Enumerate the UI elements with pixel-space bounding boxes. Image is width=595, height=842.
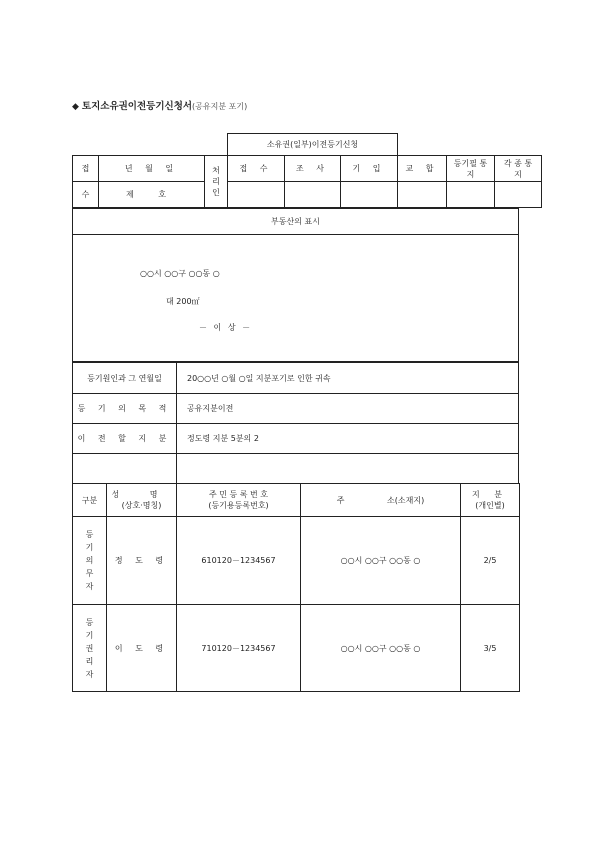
party-share-obligee: 3/5 [461, 605, 520, 692]
receipt-char-1: 접 [73, 156, 99, 182]
cell-receipt-blank[interactable] [228, 182, 285, 208]
property-body [72, 235, 519, 362]
property-area: 대 200㎡ [166, 297, 200, 306]
receipt-char-2: 수 [73, 182, 99, 208]
col-inspection: 조 사 [285, 156, 341, 182]
col-various-notice [495, 156, 542, 182]
property-address: ○○시 ○○구 ○○동 ○ [140, 269, 220, 278]
party-name-obligee: 이 도 령 [107, 605, 177, 692]
party-role-obligor-text: 등기의무자 [85, 530, 94, 591]
application-type: 소유권(일부)이전등기신청 [228, 134, 398, 156]
party-share-header [461, 484, 520, 517]
cell-inspection-blank[interactable] [285, 182, 341, 208]
col-verification: 교 합 [398, 156, 447, 182]
cell-entry-blank[interactable] [341, 182, 398, 208]
party-share-header-sub: (개인별) [475, 501, 505, 510]
col-various-notice-text: 각 종 통 지 [503, 158, 533, 179]
party-address-obligee: ○○시 ○○구 ○○동 ○ [301, 605, 461, 692]
cause-label: 등기원인과 그 연월일 [73, 363, 177, 394]
party-id-header-sub: (등기용등록번호) [208, 501, 269, 510]
title-main: 토지소유권이전등기신청서 [81, 101, 193, 112]
party-role-obligor [73, 517, 107, 605]
transfer-share-value: 정도령 지분 5분의 2 [177, 424, 519, 454]
party-name-header [107, 484, 177, 517]
title-subtitle: (공유지분 포기) [192, 102, 248, 111]
property-label: 부동산의 표시 [72, 208, 519, 235]
date-label: 년 월 일 [99, 156, 205, 182]
transfer-share-label: 이 전 할 지 분 [73, 424, 177, 454]
document-title [72, 98, 247, 112]
col-registration-notice [447, 156, 495, 182]
party-name-header-sub: (상호·명칭) [121, 501, 162, 510]
processing-label-text: 처리인 [212, 166, 220, 197]
party-share-header-main: 지 분 [472, 490, 508, 499]
party-id-header [177, 484, 301, 517]
party-name-header-main: 성 명 [111, 490, 172, 499]
table-row [73, 605, 520, 692]
purpose-value: 공유지분이전 [177, 394, 519, 424]
diamond-bullet-icon: ◆ [72, 102, 79, 112]
col-receipt: 접 수 [228, 156, 285, 182]
party-role-obligee [73, 605, 107, 692]
parties-table [72, 483, 520, 692]
purpose-label: 등 기 의 목 적 [73, 394, 177, 424]
cause-value: 20○○년 ○월 ○일 지분포기로 인한 귀속 [177, 363, 519, 394]
party-id-header-main: 주 민 등 록 번 호 [208, 490, 269, 499]
cell-verification-blank[interactable] [398, 182, 447, 208]
property-end-mark: － 이 상 － [199, 323, 253, 332]
party-address-obligor: ○○시 ○○구 ○○동 ○ [301, 517, 461, 605]
cell-registration-notice-blank[interactable] [447, 182, 495, 208]
blank-label [73, 454, 177, 484]
party-category-header: 구분 [73, 484, 107, 517]
table-row [73, 517, 520, 605]
number-label: 제 호 [99, 182, 205, 208]
party-id-obligor: 610120－1234567 [177, 517, 301, 605]
cell-various-notice-blank[interactable] [495, 182, 542, 208]
party-id-obligee: 710120－1234567 [177, 605, 301, 692]
party-name-obligor: 정 도 령 [107, 517, 177, 605]
col-registration-notice-text: 등기필 통 지 [453, 158, 488, 179]
party-role-obligee-text: 등기권리자 [85, 617, 94, 679]
party-address-header: 주 소(소재지) [301, 484, 461, 517]
blank-value[interactable] [177, 454, 519, 484]
processing-label [205, 156, 228, 208]
col-entry: 기 입 [341, 156, 398, 182]
registration-info-table [72, 362, 519, 484]
party-share-obligor: 2/5 [461, 517, 520, 605]
registration-header-table [72, 133, 542, 208]
